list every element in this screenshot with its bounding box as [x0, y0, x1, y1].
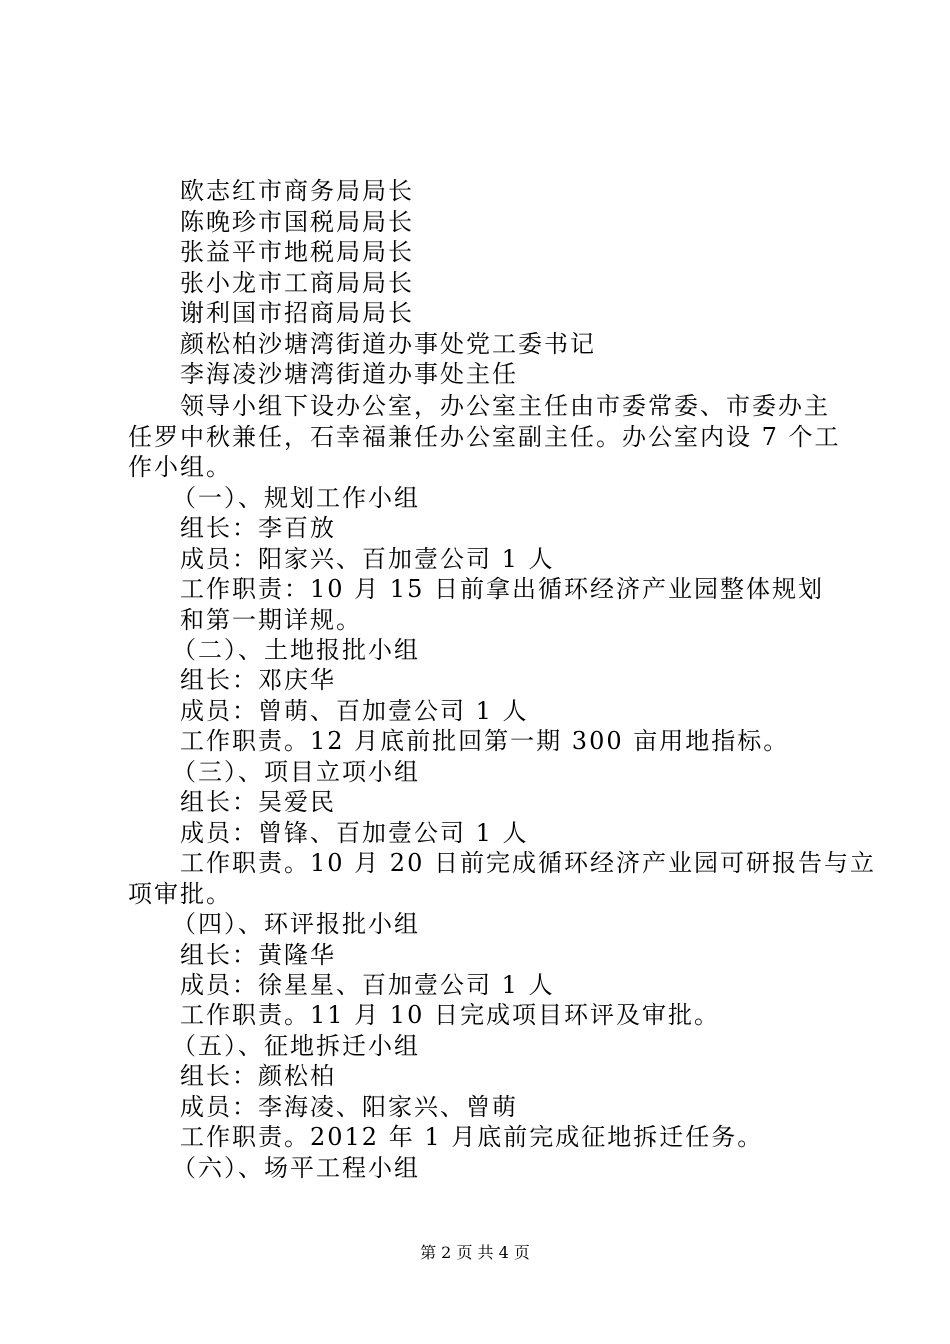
- member-line: 颜松柏沙塘湾街道办事处党工委书记: [180, 330, 596, 358]
- page-footer: 第 2 页 共 4 页: [420, 1243, 530, 1262]
- group-duty: 工作职责。12 月底前批回第一期 300 亩用地指标。: [180, 727, 790, 755]
- group-duty: 项审批。: [128, 880, 232, 908]
- office-paragraph-line: 作小组。: [128, 453, 232, 481]
- group-members: 成员：曾锋、百加壹公司 1 人: [180, 819, 529, 847]
- group-title: （五）、征地拆迁小组: [172, 1032, 420, 1060]
- group-duty: 工作职责：10 月 15 日前拿出循环经济产业园整体规划: [180, 575, 824, 603]
- group-title: （六）、场平工程小组: [172, 1154, 420, 1182]
- member-line: 张益平市地税局局长: [180, 238, 414, 266]
- group-members: 成员：曾萌、百加壹公司 1 人: [180, 697, 529, 725]
- member-line: 张小龙市工商局局长: [180, 269, 414, 297]
- group-members: 成员：李海凌、阳家兴、曾萌: [180, 1093, 518, 1121]
- group-title: （三）、项目立项小组: [172, 758, 420, 786]
- group-duty: 工作职责。10 月 20 日前完成循环经济产业园可研报告与立: [180, 849, 876, 877]
- member-line: 谢利国市招商局局长: [180, 299, 414, 327]
- group-duty: 工作职责。11 月 10 日完成项目环评及审批。: [180, 1001, 720, 1029]
- group-leader: 组长：邓庆华: [180, 666, 336, 694]
- group-leader: 组长：黄隆华: [180, 941, 336, 969]
- member-line: 陈晚珍市国税局局长: [180, 208, 414, 236]
- member-line: 欧志红市商务局局长: [180, 177, 414, 205]
- office-paragraph-line: 任罗中秋兼任，石幸福兼任办公室副主任。办公室内设 7 个工: [128, 423, 841, 451]
- member-line: 李海凌沙塘湾街道办事处主任: [180, 360, 518, 388]
- group-title: （四）、环评报批小组: [172, 910, 420, 938]
- group-duty: 工作职责。2012 年 1 月底前完成征地拆迁任务。: [180, 1123, 764, 1151]
- group-leader: 组长：颜松柏: [180, 1062, 336, 1090]
- group-title: （一）、规划工作小组: [172, 484, 420, 512]
- group-duty: 和第一期详规。: [180, 606, 362, 634]
- group-leader: 组长：吴爱民: [180, 788, 336, 816]
- group-members: 成员：阳家兴、百加壹公司 1 人: [180, 545, 555, 573]
- group-members: 成员：徐星星、百加壹公司 1 人: [180, 971, 555, 999]
- group-leader: 组长：李百放: [180, 514, 336, 542]
- group-title: （二）、土地报批小组: [172, 636, 420, 664]
- office-paragraph-line: 领导小组下设办公室，办公室主任由市委常委、市委办主: [180, 392, 830, 420]
